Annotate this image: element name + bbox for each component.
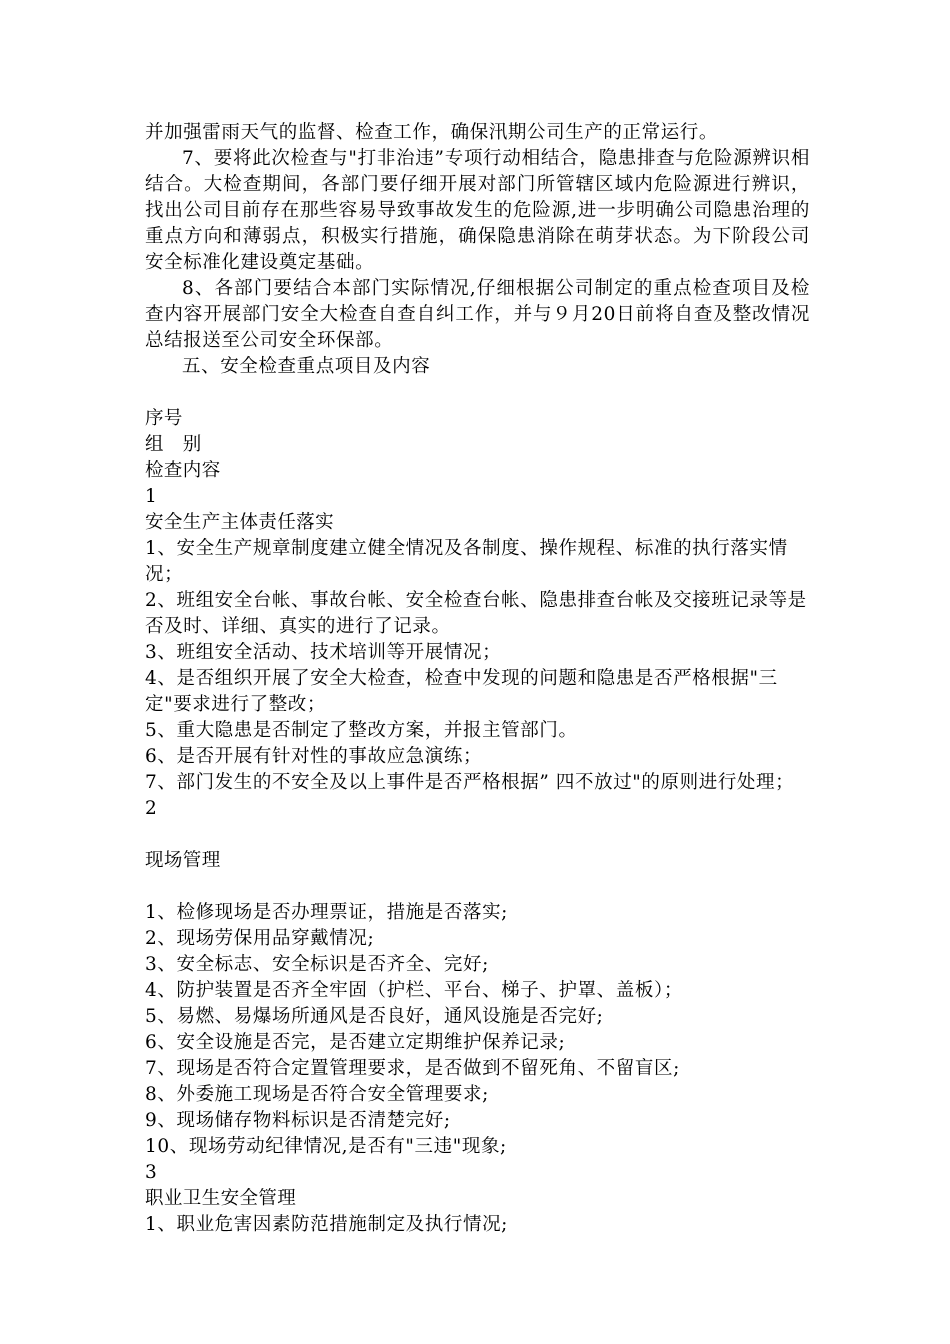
check-item: 1、安全生产规章制度建立健全情况及各制度、操作规程、标准的执行落实情况； (145, 538, 788, 585)
table-header-content: 检查内容 (145, 460, 221, 481)
check-item: 2、班组安全台帐、事故台帐、安全检查台帐、隐患排查台帐及交接班记录等是否及时、详细、真实的进行了记录。 (145, 590, 807, 637)
document-body (145, 120, 810, 1238)
check-item: 1、职业危害因素防范措施制定及执行情况; (145, 1214, 509, 1235)
paragraph-item-8: 8、各部门要结合本部门实际情况,仔细根据公司制定的重点检查项目及检查内容开展部门安全大检查自查自纠工作，并与９月20日前将自查及整改情况总结报送至公司安全环保部。 (145, 278, 810, 351)
check-item: 9、现场储存物料标识是否清楚完好; (145, 1110, 451, 1131)
check-item: 5、重大隐患是否制定了整改方案，并报主管部门。 (145, 720, 578, 741)
table-header-group: 组 别 (145, 434, 202, 455)
group-name: 现场管理 (145, 850, 221, 871)
check-item: 6、安全设施是否完，是否建立定期维护保养记录; (145, 1032, 566, 1053)
check-item: 3、安全标志、安全标识是否齐全、完好; (145, 954, 489, 975)
group-number: 3 (145, 1162, 158, 1183)
spacer (145, 874, 810, 900)
table-header-no: 序号 (145, 408, 183, 429)
group-name: 职业卫生安全管理 (145, 1188, 297, 1209)
check-item: 4、防护装置是否齐全牢固（护栏、平台、梯子、护罩、盖板）； (145, 980, 683, 1001)
section-heading: 五、安全检查重点项目及内容 (182, 356, 431, 377)
spacer (145, 822, 810, 848)
spacer (145, 380, 810, 406)
group-number: 2 (145, 798, 158, 819)
check-item: 8、外委施工现场是否符合安全管理要求; (145, 1084, 489, 1105)
group-number: 1 (145, 486, 158, 507)
group-name: 安全生产主体责任落实 (145, 512, 335, 533)
check-item: 10、现场劳动纪律情况,是否有"三违"现象; (145, 1136, 507, 1157)
check-item: 5、易燃、易爆场所通风是否良好，通风设施是否完好; (145, 1006, 604, 1027)
paragraph-item-7: 7、要将此次检查与"打非治违”专项行动相结合，隐患排查与危险源辨识相结合。大检查期间，各部门要仔细开展对部门所管辖区域内危险源进行辨识，找出公司目前存在那些容易导致事故发生的危险源,进一步明确公司隐患治理的重点方向和薄弱点，积极实行措施，确保隐患消除在萌芽状态。为下阶段公司安全标准化建设奠定基础。 (145, 148, 810, 273)
check-item: 6、是否开展有针对性的事故应急演练； (145, 746, 483, 767)
check-item: 7、部门发生的不安全及以上事件是否严格根据” 四不放过"的原则进行处理； (145, 772, 795, 793)
check-item: 7、现场是否符合定置管理要求，是否做到不留死角、不留盲区; (145, 1058, 680, 1079)
check-item: 3、班组安全活动、技术培训等开展情况； (145, 642, 502, 663)
check-item: 4、是否组织开展了安全大检查，检查中发现的问题和隐患是否严格根据"三定"要求进行了整改； (145, 668, 778, 715)
paragraph-continuation: 并加强雷雨天气的监督、检查工作，确保汛期公司生产的正常运行。 (145, 122, 719, 143)
check-item: 2、现场劳保用品穿戴情况; (145, 928, 375, 949)
check-item: 1、检修现场是否办理票证，措施是否落实; (145, 902, 509, 923)
